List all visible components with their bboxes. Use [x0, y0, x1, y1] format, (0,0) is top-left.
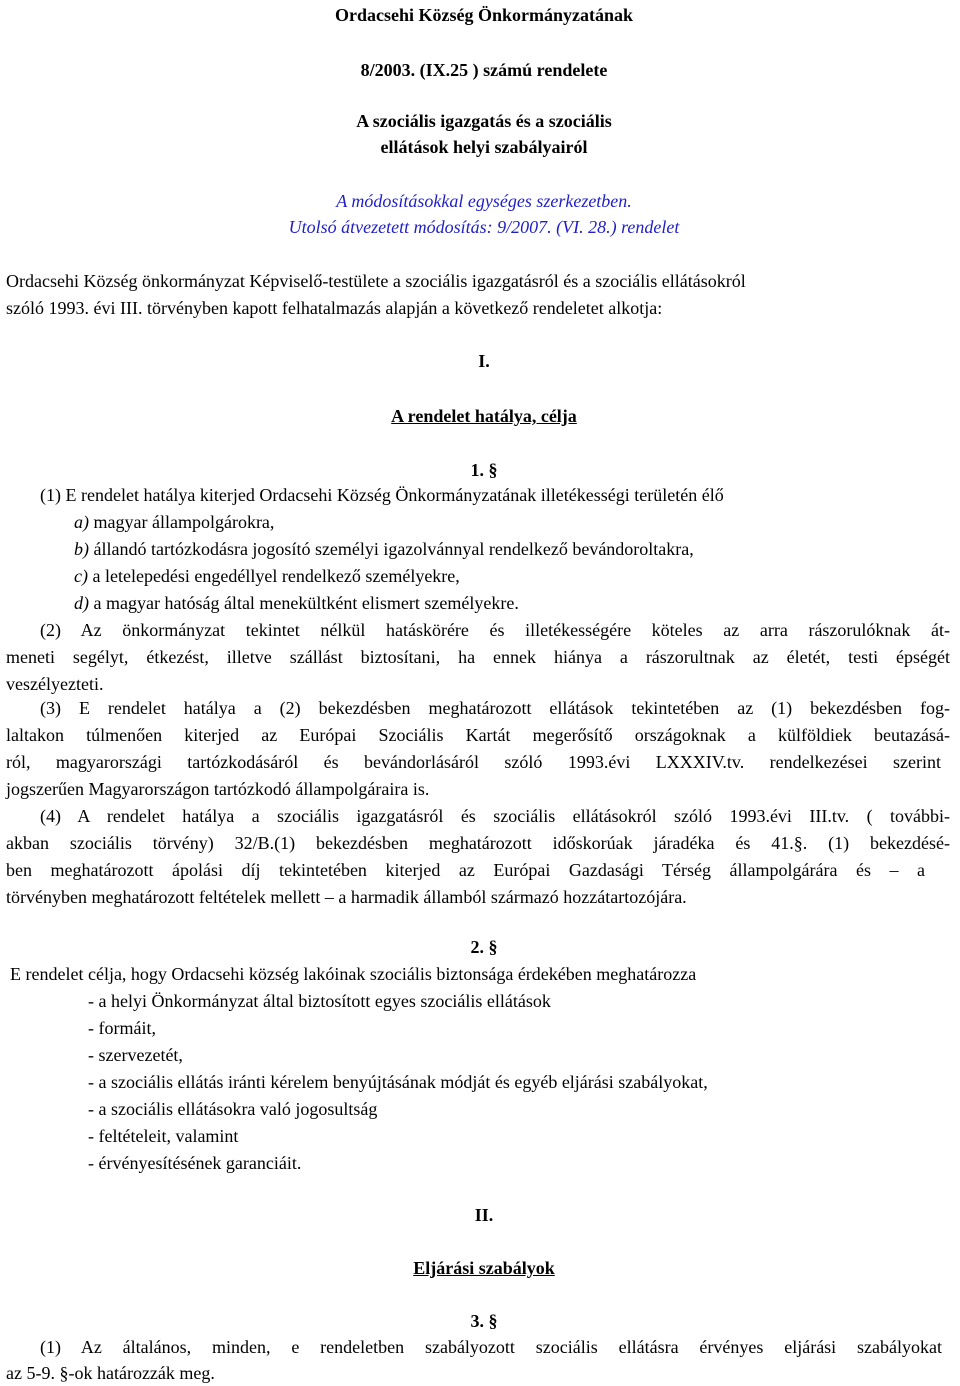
chapter-number: I.: [478, 351, 490, 371]
amendment-note-line1: A módosításokkal egységes szerkezetben.: [336, 191, 632, 211]
section1-paragraph4-line2: akban szociális törvény) 32/B.(1) bekezdésben meghatározott időskorúak járadéka és 41.§. (1) bekezdésé-: [6, 833, 950, 853]
item-text: állandó tartózkodásra jogosító személyi igazolvánnyal rendelkező bevándoroltakra,: [89, 539, 694, 559]
item-letter: d): [74, 593, 89, 613]
section-heading: 3. §: [470, 1311, 498, 1331]
section2-list-item: - feltételeit, valamint: [88, 1126, 239, 1146]
chapter-title: A rendelet hatálya, célja: [391, 406, 577, 426]
preamble-line1: Ordacsehi Község önkormányzat Képviselő-testülete a szociális igazgatásról és a szociális ellátásokról: [6, 271, 746, 291]
item-text: magyar állampolgárokra,: [89, 512, 275, 532]
section1-paragraph2-line3: veszélyezteti.: [6, 674, 104, 694]
section1-paragraph2-line2: meneti segélyt, étkezést, illetve szállást biztosítani, ha ennek hiánya a rászorultnak az életét, testi épségét: [6, 647, 950, 667]
section3-line2: az 5-9. §-ok határozzák meg.: [6, 1363, 215, 1383]
section2-list-item: - a helyi Önkormányzat által biztosított egyes szociális ellátások: [88, 991, 551, 1011]
section1-item-a: [74, 511, 274, 533]
section2-list-item: - formáit,: [88, 1018, 156, 1038]
authority-title: Ordacsehi Község Önkormányzatának: [334, 5, 633, 25]
section1-paragraph3-line1: (3) E rendelet hatálya a (2) bekezdésben meghatározott ellátások tekintetében az (1) bekezdésben fog-: [40, 698, 950, 718]
chapter-number: II.: [474, 1205, 494, 1225]
item-text: a letelepedési engedéllyel rendelkező személyekre,: [87, 566, 460, 586]
preamble-line2: szóló 1993. évi III. törvényben kapott felhatalmazás alapján a következő rendeletet alkotja:: [6, 298, 663, 318]
section1-paragraph3-line3: ról, magyarországi tartózkodásáról és bevándorlásáról szóló 1993.évi LXXXIV.tv. rendelkezései szerint: [6, 752, 941, 772]
section2-list-item: - szervezetét,: [88, 1045, 183, 1065]
chapter-title: Eljárási szabályok: [413, 1258, 555, 1278]
section1-paragraph1: (1) E rendelet hatálya kiterjed Ordacsehi Község Önkormányzatának illetékességi területén élő: [40, 485, 724, 505]
section1-item-d: [74, 592, 519, 614]
section1-item-c: [74, 565, 460, 587]
item-letter: c): [74, 566, 88, 586]
section1-paragraph4-line4: törvényben meghatározott feltételek mellett – a harmadik államból származó hozzátartozójára.: [6, 887, 687, 907]
section1-paragraph4-line3: ben meghatározott ápolási díj tekintetében kiterjed az Európai Gazdasági Térség állampolgárára és – a: [6, 860, 925, 880]
item-letter: a): [74, 512, 89, 532]
section2-intro: E rendelet célja, hogy Ordacsehi község lakóinak szociális biztonsága érdekében meghatározza: [10, 964, 697, 984]
section1-paragraph2-line1: (2) Az önkormányzat tekintet nélkül hatáskörére és illetékességére köteles az arra rászorulóknak át-: [40, 620, 950, 640]
amendment-note-line2: Utolsó átvezetett módosítás: 9/2007. (VI. 28.) rendelet: [288, 217, 680, 237]
section2-list-item: - a szociális ellátás iránti kérelem benyújtásának módját és egyéb eljárási szabályokat,: [88, 1072, 708, 1092]
section1-item-b: [74, 538, 694, 560]
section2-list-item: - érvényesítésének garanciáit.: [88, 1153, 302, 1173]
section3-line1: (1) Az általános, minden, e rendeletben szabályozott szociális ellátásra érvényes eljárási szabályokat: [40, 1337, 942, 1357]
section1-paragraph3-line2: laltakon túlmenően kiterjed az Európai Szociális Kartát megerősítő országoknak a külföldiek beutazásá-: [6, 725, 950, 745]
item-text: a magyar hatóság által menekültként elismert személyekre.: [89, 593, 519, 613]
item-letter: b): [74, 539, 89, 559]
section-heading: 2. §: [470, 937, 498, 957]
section1-paragraph3-line4: jogszerűen Magyarországon tartózkodó állampolgáraira is.: [6, 779, 430, 799]
decree-title-line2: ellátások helyi szabályairól: [380, 137, 588, 157]
decree-number: 8/2003. (IX.25 ) számú rendelete: [360, 60, 608, 80]
section1-paragraph4-line1: (4) A rendelet hatálya a szociális igazgatásról és szociális ellátásokról szóló 1993.évi III.tv. ( további-: [40, 806, 950, 826]
decree-title-line1: A szociális igazgatás és a szociális: [356, 111, 612, 131]
section2-list-item: - a szociális ellátásokra való jogosultság: [88, 1099, 378, 1119]
section-heading: 1. §: [470, 460, 498, 480]
